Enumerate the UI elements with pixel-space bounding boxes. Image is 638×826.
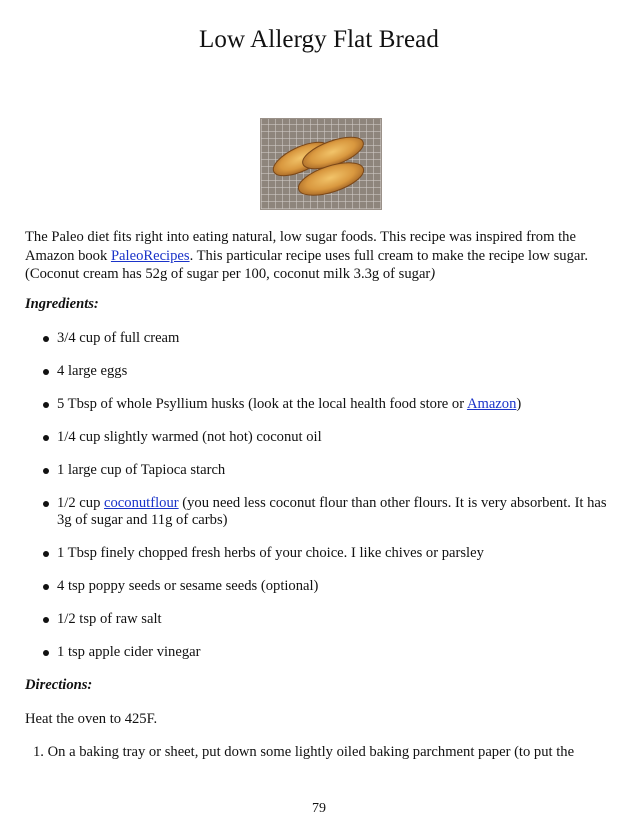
flat-bread-photo — [260, 118, 382, 210]
bullet-icon — [43, 435, 49, 441]
bullet-icon — [43, 402, 49, 408]
ingredient-item — [0, 396, 617, 413]
ingredient-text: 1/4 cup slightly warmed (not hot) coconut oil — [57, 429, 322, 445]
intro-text-before-link: The Paleo diet fits right into eating natural, low sugar foods. This recipe was inspired from the Amazon book — [25, 229, 576, 264]
coconutflour-link[interactable]: coconutflour — [104, 495, 179, 511]
ingredient-item — [0, 429, 617, 446]
flat-bread-illustration — [261, 119, 381, 209]
ingredients-list — [0, 330, 638, 677]
intro-paragraph — [25, 228, 615, 284]
page-title: Low Allergy Flat Bread — [199, 26, 439, 53]
bullet-icon — [43, 501, 49, 507]
ingredient-text: 4 large eggs — [57, 363, 128, 379]
bullet-icon — [43, 551, 49, 557]
ingredient-item — [0, 611, 617, 628]
bullet-icon — [43, 336, 49, 342]
ingredients-heading: Ingredients: — [25, 296, 99, 312]
ingredient-text: 3/4 cup of full cream — [57, 330, 180, 346]
ingredient-text: 1/2 cup — [57, 495, 105, 511]
ingredient-item — [0, 462, 617, 479]
bullet-icon — [43, 468, 49, 474]
ingredient-text: 1 tsp apple cider vinegar — [57, 644, 201, 660]
amazon-link[interactable]: Amazon — [466, 396, 517, 412]
bullet-icon — [43, 650, 49, 656]
ingredient-text-after-link: ) — [516, 396, 522, 412]
page-number: 79 — [312, 801, 326, 816]
ingredient-text-after-link: (you need less coconut flour than other flours. It is very absorbent. It has 3g of sugar and 11g of carbs) — [57, 495, 607, 528]
heat-oven-text: Heat the oven to 425F. — [25, 711, 158, 727]
ingredient-item — [0, 495, 617, 529]
bullet-icon — [43, 584, 49, 590]
ingredient-text: 4 tsp poppy seeds or sesame seeds (optional) — [57, 578, 319, 594]
bullet-icon — [43, 369, 49, 375]
ingredient-text: 1 large cup of Tapioca starch — [57, 462, 226, 478]
ingredient-text: 1/2 tsp of raw salt — [57, 611, 162, 627]
bullet-icon — [43, 617, 49, 623]
ingredient-text: 1 Tbsp finely chopped fresh herbs of your choice. I like chives or parsley — [57, 545, 484, 561]
ingredient-item — [0, 644, 617, 661]
intro-text-after-link: . This particular recipe uses full cream to make the recipe low sugar. (Coconut cream has 52g of sugar per 100, coconut milk 3.3g of sugar — [25, 247, 589, 283]
ingredient-item — [0, 363, 617, 380]
ingredient-item — [0, 545, 617, 562]
paleorecipes-link[interactable]: PaleoRecipes — [110, 247, 190, 264]
direction-step-1: 1. On a baking tray or sheet, put down some lightly oiled baking parchment paper (to put the — [33, 744, 575, 760]
ingredient-text: 5 Tbsp of whole Psyllium husks (look at the local health food store or — [57, 396, 467, 412]
intro-closing-paren: ) — [430, 266, 436, 283]
ingredient-item — [0, 330, 617, 347]
ingredient-item — [0, 578, 617, 595]
directions-heading: Directions: — [25, 677, 93, 693]
